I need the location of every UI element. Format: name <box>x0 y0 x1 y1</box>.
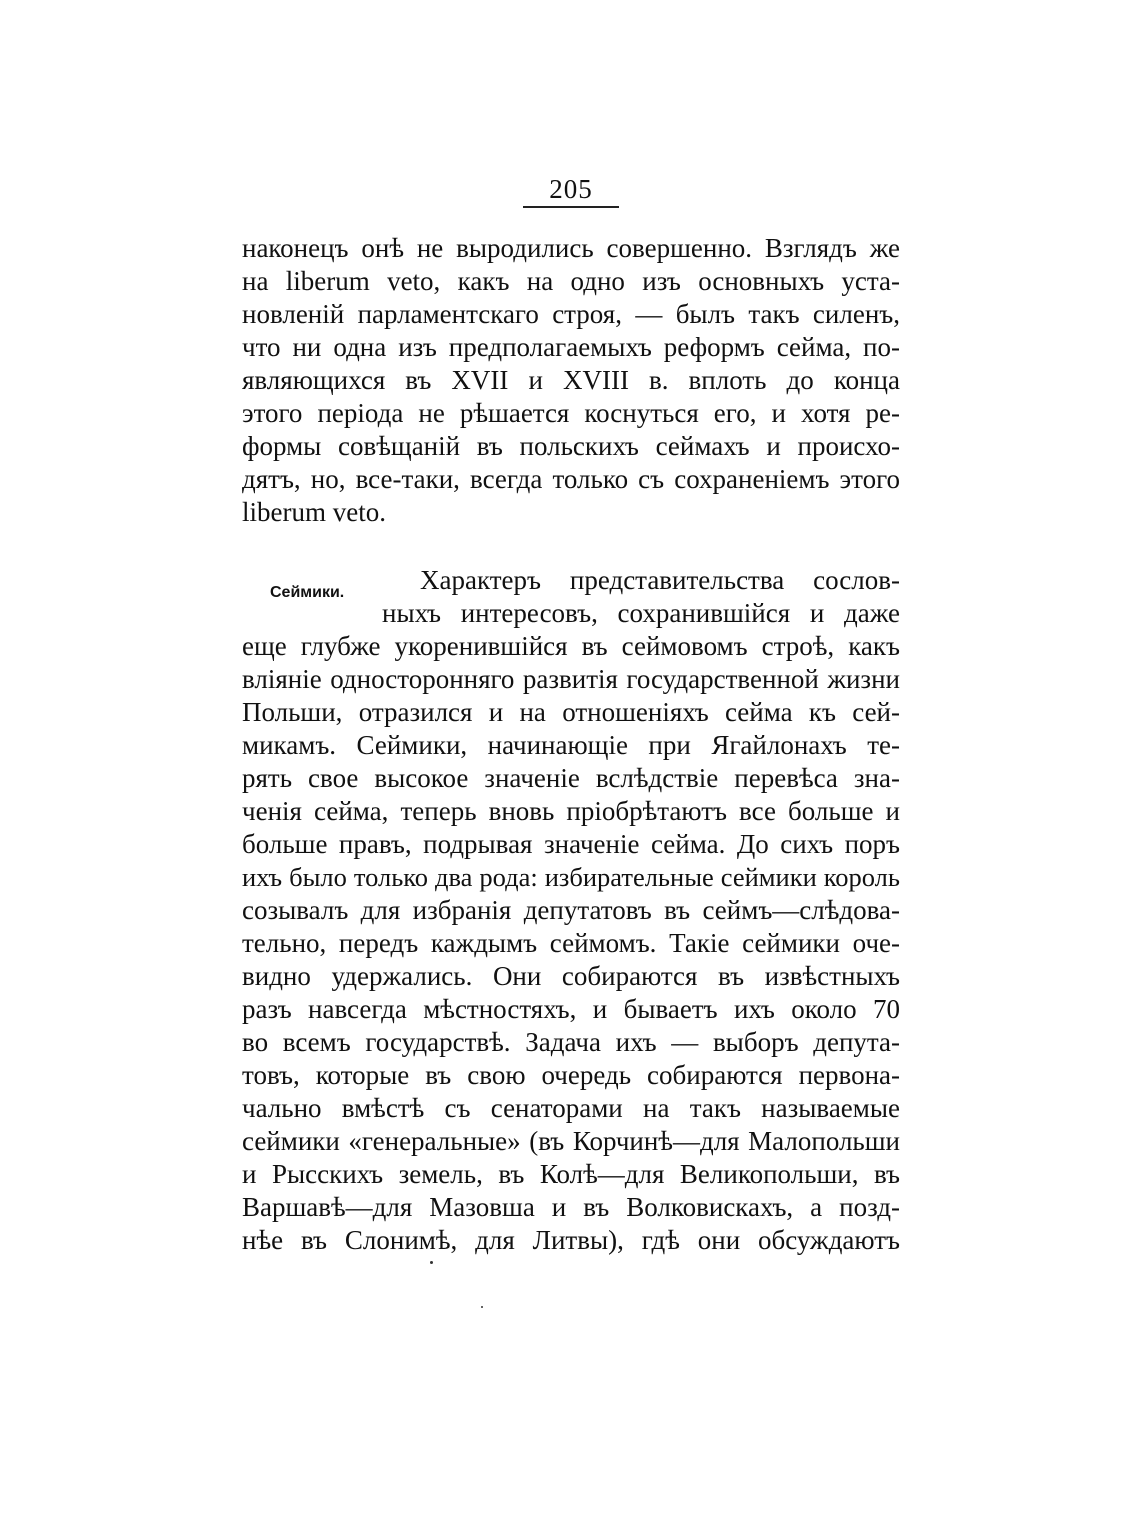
text-line: и Рысскихъ земель, въ Колѣ—для Великопольши, въ <box>242 1159 900 1189</box>
scan-speck <box>430 1261 433 1264</box>
paragraph-two <box>242 564 900 1257</box>
text-line: еще глубже укоренившійся въ сеймовомъ строѣ, какъ <box>242 631 900 661</box>
text-line: больше правъ, подрывая значеніе сейма. До сихъ поръ <box>242 829 900 859</box>
page-number: 205 <box>549 174 593 204</box>
text-line: что ни одна изъ предполагаемыхъ реформъ сейма, по- <box>242 332 900 362</box>
text-line: дятъ, но, все-таки, всегда только съ сохраненіемъ этого <box>242 464 900 494</box>
margin-note: Сеймики. <box>270 584 345 601</box>
text-line: товъ, которые въ свою очередь собираются первона- <box>242 1060 900 1090</box>
text-line: ихъ было только два рода: избирательные сеймики король <box>242 862 900 892</box>
text-line: liberum veto. <box>242 497 386 527</box>
text-line: являющихся въ XVII и XVIII в. вплоть до конца <box>242 365 900 395</box>
text-line: этого періода не рѣшается коснуться его, и хотя ре- <box>242 398 900 428</box>
page-number-rule <box>523 206 619 208</box>
text-line: рять свое высокое значеніе вслѣдствіе перевѣса зна- <box>242 763 900 793</box>
paragraph-one <box>242 232 900 529</box>
text-line: Характеръ представительства сослов- <box>420 565 900 595</box>
text-line: созывалъ для избранія депутатовъ въ сеймъ—слѣдова- <box>242 895 900 925</box>
text-line: видно удержались. Они собираются въ извѣстныхъ <box>242 961 900 991</box>
text-line: вліяніе односторонняго развитія государственной жизни <box>242 664 900 694</box>
text-line: микамъ. Сеймики, начинающіе при Ягайлонахъ те- <box>242 730 900 760</box>
text-line: разъ навсегда мѣстностяхъ, и бываетъ ихъ около 70 <box>242 994 900 1024</box>
text-line: формы совѣщаній въ польскихъ сеймахъ и происхо- <box>242 431 900 461</box>
text-line: нѣе въ Слонимѣ, для Литвы), гдѣ они обсуждаютъ <box>242 1225 900 1255</box>
text-line: наконецъ онѣ не выродились совершенно. Взглядъ же <box>242 233 900 263</box>
text-line: ченія сейма, теперь вновь пріобрѣтаютъ все больше и <box>242 796 900 826</box>
scan-speck <box>481 1306 483 1308</box>
text-line: во всемъ государствѣ. Задача ихъ — выборъ депута- <box>242 1027 900 1057</box>
text-line: новленій парламентскаго строя, — былъ такъ силенъ, <box>242 299 900 329</box>
text-line: ныхъ интересовъ, сохранившійся и даже <box>382 598 900 628</box>
text-line: чально вмѣстѣ съ сенаторами на такъ называемые <box>242 1093 900 1123</box>
text-line: сеймики «генеральные» (въ Корчинѣ—для Малопольши <box>242 1126 900 1156</box>
text-line: на liberum veto, какъ на одно изъ основныхъ уста- <box>242 266 900 296</box>
text-line: Польши, отразился и на отношеніяхъ сейма къ сей- <box>242 697 900 727</box>
text-line: тельно, передъ каждымъ сеймомъ. Такіе сеймики оче- <box>242 928 900 958</box>
text-line: Варшавѣ—для Мазовша и въ Волковискахъ, а позд- <box>242 1192 900 1222</box>
